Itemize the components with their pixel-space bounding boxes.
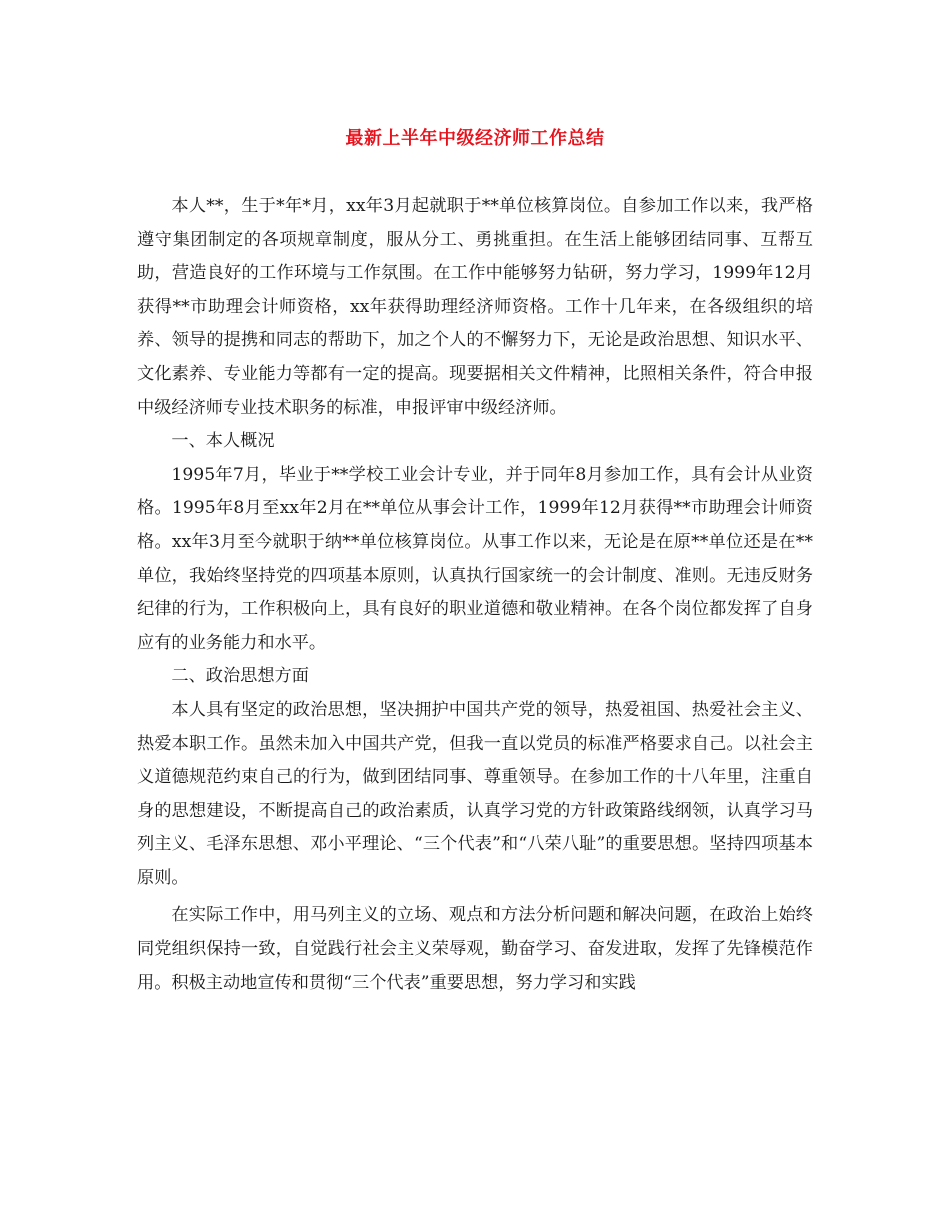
paragraph-intro: 本人**，生于*年*月，xx年3月起就职于**单位核算岗位。自参加工作以来，我严格遵守集团制定的各项规章制度，服从分工、勇挑重担。在生活上能够团结同事、互帮互助，营造良好的工作环境与工作氛围。在工作中能够努力钻研，努力学习，1999年12月获得**市助理会计师资格，xx年获得助理经济师资格。工作十几年来，在各级组织的培养、领导的提携和同志的帮助下，加之个人的不懈努力下，无论是政治思想、知识水平、文化素养、专业能力等都有一定的提高。现要据相关文件精神，比照相关条件，符合申报中级经济师专业技术职务的标准，申报评审中级经济师。 — [137, 196, 813, 418]
paragraph-practice: 在实际工作中，用马列主义的立场、观点和方法分析问题和解决问题，在政治上始终同党组织保持一致，自觉践行社会主义荣辱观，勤奋学习、奋发进取，发挥了先锋模范作用。积极主动地宣传和贯彻“三个代表”重要思想，努力学习和实践 — [137, 905, 813, 993]
document-title: 最新上半年中级经济师工作总结 — [345, 128, 605, 149]
paragraph-political: 本人具有坚定的政治思想，坚决拥护中国共产党的领导，热爱祖国、热爱社会主义、热爱本职工作。虽然未加入中国共产党，但我一直以党员的标准严格要求自己。以社会主义道德规范约束自己的行为，做到团结同事、尊重领导。在参加工作的十八年里，注重自身的思想建设，不断提高自己的政治素质，认真学习党的方针政策路线纲领，认真学习马列主义、毛泽东思想、邓小平理论、“三个代表”和“八荣八耻”的重要思想。坚持四项基本原则。 — [137, 699, 813, 888]
section-heading-overview: 一、本人概况 — [171, 431, 275, 452]
document-body — [137, 190, 813, 1000]
section-heading-political: 二、政治思想方面 — [171, 666, 309, 687]
paragraph-overview: 1995年7月，毕业于**学校工业会计专业，并于同年8月参加工作，具有会计从业资格。1995年8月至xx年2月在**单位从事会计工作，1999年12月获得**市助理会计师资格。xx年3月至今就职于纳**单位核算岗位。从事工作以来，无论是在原**单位还是在**单位，我始终坚持党的四项基本原则，认真执行国家统一的会计制度、准则。无违反财务纪律的行为，工作积极向上，具有良好的职业道德和敬业精神。在各个岗位都发挥了自身应有的业务能力和水平。 — [137, 464, 813, 653]
